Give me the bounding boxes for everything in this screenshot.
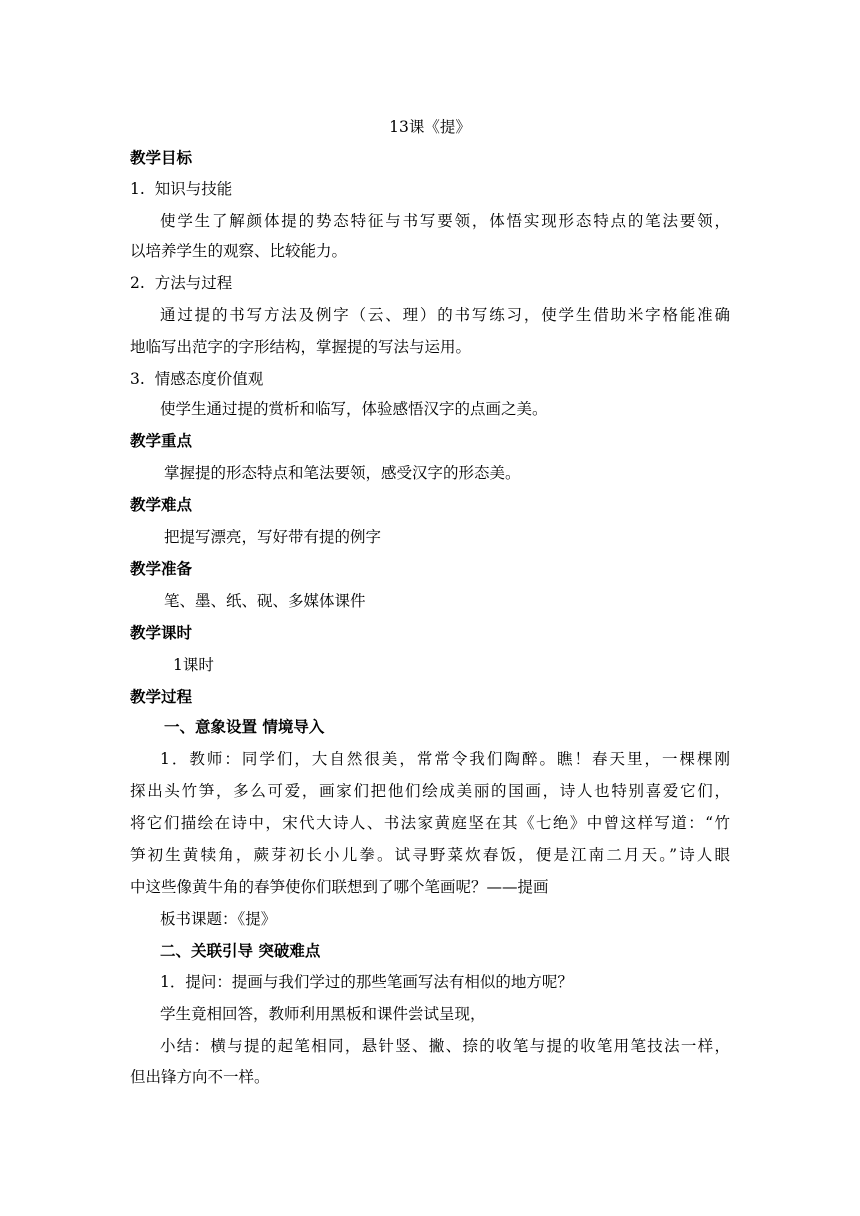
goal-item-1-num: 1. [130,180,145,198]
goal-item-1-text: 知识与技能 [154,180,233,198]
goal-item-3-text: 情感态度价值观 [154,370,264,388]
goal-item-2-text: 方法与过程 [154,274,233,292]
goal-item-3-num: 3. [130,370,145,388]
process-part-1-board: 板书课题：《提》 [160,910,277,928]
hours-text: 1课时 [173,656,214,674]
process-part-1-line-4: 笋初生黄犊角，蕨芽初长小儿拳。试寻野菜炊春饭，便是江南二月天。”诗人眼 [130,846,730,864]
prep-text: 笔、墨、纸、砚、多媒体课件 [164,592,366,610]
process-part-2-question: 1．提问：提画与我们学过的那些笔画写法有相似的地方呢？ [160,973,573,991]
process-part-1-line-2: 探出头竹笋，多么可爱，画家们把他们绘成美丽的国画，诗人也特别喜爱它们， [130,782,730,800]
goal-item-1-label [130,178,232,200]
process-part-1-line-5: 中这些像黄牛角的春笋使你们联想到了哪个笔画呢？——提画 [130,878,549,896]
goal-item-2-line-2: 地临写出范字的字形结构，掌握提的写法与运用。 [130,338,472,356]
process-part-1-title: 一、意象设置 情境导入 [164,718,325,736]
goal-item-1-line-1: 使学生了解颜体提的势态特征与书写要领，体悟实现形态特点的笔法要领， [160,212,730,230]
process-part-2-summary-2: 但出锋方向不一样。 [130,1068,270,1086]
goal-item-2-label [130,272,232,294]
difficult-text: 把提写漂亮，写好带有提的例字 [164,528,382,546]
heading-hours: 教学课时 [130,624,193,642]
heading-process: 教学过程 [130,688,193,706]
heading-key: 教学重点 [130,432,193,450]
goal-item-3-line-1: 使学生通过提的赏析和临写，体验感悟汉字的点画之美。 [160,400,548,418]
process-part-2-answer: 学生竟相回答，教师利用黑板和课件尝试呈现， [160,1005,486,1023]
goal-item-3-label [130,368,263,390]
goal-item-2-num: 2. [130,274,145,292]
page-title: 13课《提》 [389,118,471,136]
heading-difficult: 教学难点 [130,496,193,514]
process-part-2-summary-1: 小结：横与提的起笔相同，悬针竖、撇、捺的收笔与提的收笔用笔技法一样， [160,1037,730,1055]
key-text: 掌握提的形态特点和笔法要领，感受汉字的形态美。 [164,464,521,482]
goal-item-2-line-1: 通过提的书写方法及例字（云、理）的书写练习，使学生借助米字格能准确 [160,306,730,324]
process-part-2-title: 二、关联引导 突破难点 [160,942,321,960]
process-part-1-line-3: 将它们描绘在诗中，宋代大诗人、书法家黄庭坚在其《七绝》中曾这样写道：“竹 [130,814,730,832]
goal-item-1-line-2: 以培养学生的观察、比较能力。 [130,242,348,260]
heading-goals: 教学目标 [130,149,193,167]
process-part-1-line-1: 1．教师：同学们，大自然很美，常常令我们陶醉。瞧！春天里，一棵棵刚 [160,750,730,768]
heading-prep: 教学准备 [130,560,193,578]
